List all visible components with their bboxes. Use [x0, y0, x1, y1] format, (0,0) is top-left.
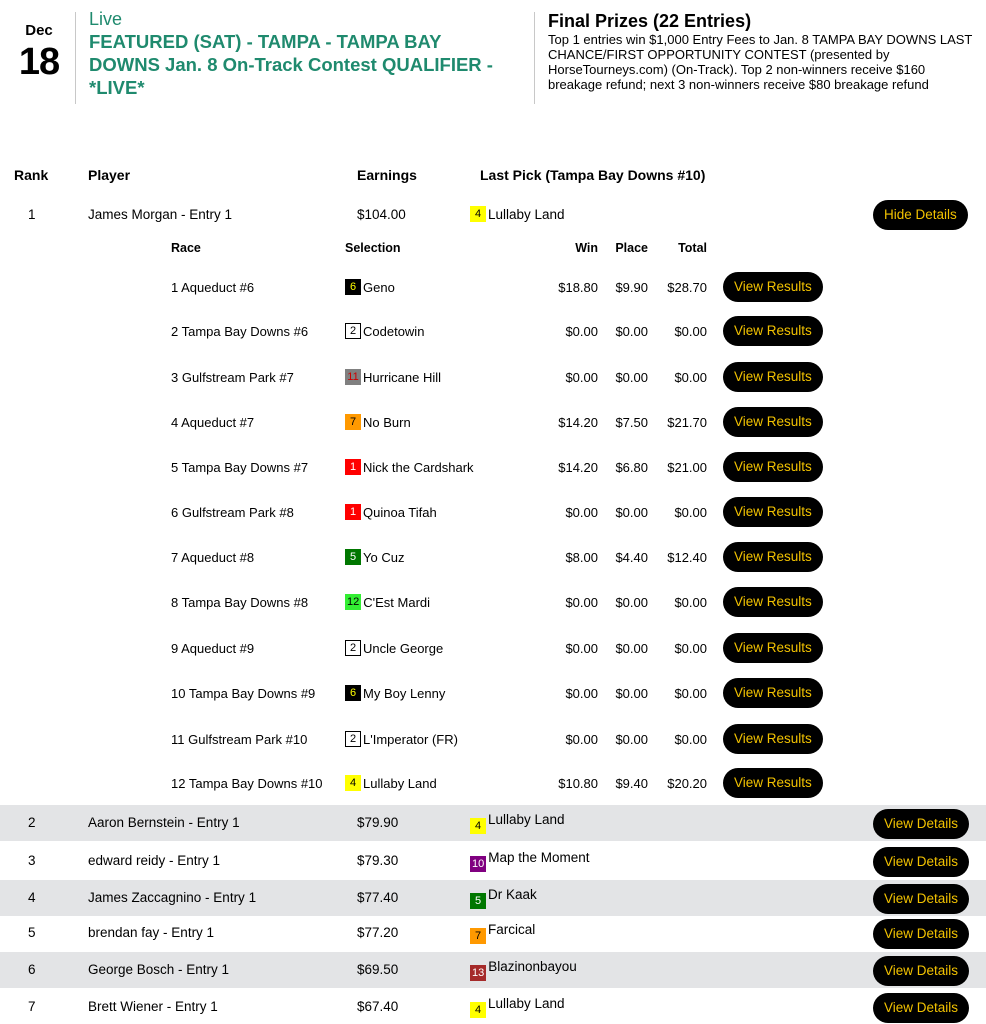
- details-header-win: Win: [575, 241, 598, 255]
- race-name: 5 Tampa Bay Downs #7: [171, 460, 309, 475]
- post-position-badge: 4: [470, 818, 486, 834]
- place-amount: $0.00: [615, 686, 648, 701]
- horse-name: Blazinonbayou: [488, 959, 577, 974]
- race-name: 12 Tampa Bay Downs #10: [171, 776, 323, 791]
- row-earnings: $69.50: [357, 962, 399, 977]
- view-results-button[interactable]: View Results: [723, 362, 823, 392]
- post-position-badge: 2: [345, 640, 361, 656]
- row-last-pick: [470, 959, 577, 981]
- place-amount: $0.00: [615, 641, 648, 656]
- column-header-player: Player: [88, 167, 131, 183]
- race-selection: [345, 775, 437, 791]
- row-rank: 7: [28, 999, 36, 1014]
- race-selection: [345, 369, 441, 385]
- details-header-race: Race: [171, 241, 201, 255]
- row-rank: 4: [28, 890, 36, 905]
- row-earnings: $79.90: [357, 815, 399, 830]
- place-amount: $0.00: [615, 370, 648, 385]
- horse-name: Hurricane Hill: [363, 369, 442, 385]
- race-selection: [345, 640, 443, 656]
- total-amount: $21.70: [667, 415, 707, 430]
- post-position-badge: 4: [345, 775, 361, 791]
- horse-name: Farcical: [488, 922, 536, 937]
- row-earnings: $104.00: [357, 207, 406, 222]
- column-header-last-pick: Last Pick (Tampa Bay Downs #10): [480, 167, 706, 183]
- place-amount: $7.50: [615, 415, 648, 430]
- view-results-button[interactable]: View Results: [723, 587, 823, 617]
- contest-title: FEATURED (SAT) - TAMPA - TAMPA BAY DOWNS Jan. 8 On-Track Contest QUALIFIER - *LIVE*: [89, 31, 493, 98]
- total-amount: $12.40: [667, 550, 707, 565]
- horse-name: Uncle George: [363, 640, 444, 656]
- row-rank: 1: [28, 207, 36, 222]
- horse-name: No Burn: [363, 414, 411, 430]
- place-amount: $4.40: [615, 550, 648, 565]
- view-results-button[interactable]: View Results: [723, 452, 823, 482]
- race-name: 9 Aqueduct #9: [171, 641, 255, 656]
- win-amount: $14.20: [558, 460, 598, 475]
- row-player: George Bosch - Entry 1: [88, 962, 230, 977]
- horse-name: Quinoa Tifah: [363, 504, 437, 520]
- prizes-panel: [548, 10, 978, 92]
- horse-name: C'Est Mardi: [363, 594, 431, 610]
- total-amount: $0.00: [674, 505, 707, 520]
- prizes-description: Top 1 entries win $1,000 Entry Fees to Jan. 8 TAMPA BAY DOWNS LAST CHANCE/FIRST OPPORTUNITY CONTEST (presented by HorseTourneys.com) (On-Track). Top 2 non-winners receive $160 breakage refund; next 3 non-winners receive $80 breakage refund: [548, 32, 973, 92]
- horse-name: Yo Cuz: [363, 549, 405, 565]
- horse-name: L'Imperator (FR): [363, 731, 458, 747]
- total-amount: $28.70: [667, 280, 707, 295]
- race-name: 7 Aqueduct #8: [171, 550, 255, 565]
- prizes-title: Final Prizes (22 Entries): [548, 11, 752, 31]
- total-amount: $21.00: [667, 460, 707, 475]
- race-name: 8 Tampa Bay Downs #8: [171, 595, 309, 610]
- win-amount: $0.00: [565, 505, 598, 520]
- win-amount: $0.00: [565, 595, 598, 610]
- row-player: Brett Wiener - Entry 1: [88, 999, 218, 1014]
- details-header-place: Place: [615, 241, 648, 255]
- place-amount: $9.40: [615, 776, 648, 791]
- contest-status: Live: [89, 9, 123, 29]
- post-position-badge: 6: [345, 685, 361, 701]
- row-player: brendan fay - Entry 1: [88, 925, 215, 940]
- view-details-button[interactable]: View Details: [873, 919, 969, 949]
- win-amount: $0.00: [565, 686, 598, 701]
- post-position-badge: 1: [345, 459, 361, 475]
- post-position-badge: 10: [472, 858, 485, 870]
- post-position-badge: 5: [470, 893, 486, 909]
- place-amount: $0.00: [615, 505, 648, 520]
- race-selection: [345, 504, 437, 520]
- row-rank: 5: [28, 925, 36, 940]
- view-results-button[interactable]: View Results: [723, 497, 823, 527]
- race-name: 1 Aqueduct #6: [171, 280, 255, 295]
- race-selection: [345, 323, 424, 339]
- race-selection: [345, 549, 404, 565]
- win-amount: $0.00: [565, 641, 598, 656]
- view-details-button[interactable]: View Details: [873, 956, 969, 986]
- view-results-button[interactable]: View Results: [723, 542, 823, 572]
- horse-name: Lullaby Land: [363, 775, 437, 791]
- place-amount: $9.90: [615, 280, 648, 295]
- horse-name: Lullaby Land: [488, 812, 565, 827]
- race-selection: [345, 594, 430, 610]
- win-amount: $14.20: [558, 415, 598, 430]
- place-amount: $0.00: [615, 595, 648, 610]
- post-position-badge: 7: [345, 414, 361, 430]
- win-amount: $10.80: [558, 776, 598, 791]
- view-results-button[interactable]: View Results: [723, 678, 823, 708]
- view-results-button[interactable]: View Results: [723, 272, 823, 302]
- view-results-button[interactable]: View Results: [723, 407, 823, 437]
- race-name: 2 Tampa Bay Downs #6: [171, 324, 309, 339]
- post-position-badge: 4: [470, 1002, 486, 1018]
- race-name: 4 Aqueduct #7: [171, 415, 255, 430]
- win-amount: $8.00: [565, 550, 598, 565]
- date-month: Dec: [25, 22, 53, 39]
- post-position-badge: 11: [345, 369, 361, 385]
- row-rank: 3: [28, 853, 36, 868]
- post-position-badge: 5: [345, 549, 361, 565]
- row-last-pick: [470, 812, 565, 834]
- horse-name: My Boy Lenny: [363, 685, 446, 701]
- horse-name: Nick the Cardshark: [363, 459, 474, 475]
- row-player: Aaron Bernstein - Entry 1: [88, 815, 240, 830]
- details-header-selection: Selection: [345, 241, 401, 255]
- win-amount: $0.00: [565, 370, 598, 385]
- horse-name: Lullaby Land: [488, 996, 565, 1011]
- column-header-earnings: Earnings: [357, 167, 417, 183]
- view-details-button[interactable]: View Details: [873, 809, 969, 839]
- horse-name: Geno: [363, 279, 395, 295]
- view-details-button[interactable]: View Details: [873, 993, 969, 1023]
- total-amount: $0.00: [674, 732, 707, 747]
- horse-name: Dr Kaak: [488, 887, 537, 902]
- race-name: 11 Gulfstream Park #10: [171, 732, 308, 747]
- view-results-button[interactable]: View Results: [723, 768, 823, 798]
- column-header-rank: Rank: [14, 167, 49, 183]
- total-amount: $0.00: [674, 324, 707, 339]
- post-position-badge: 4: [470, 206, 486, 222]
- view-results-button[interactable]: View Results: [723, 316, 823, 346]
- horse-name: Lullaby Land: [488, 206, 565, 222]
- win-amount: $18.80: [558, 280, 598, 295]
- post-position-badge: 7: [470, 928, 486, 944]
- row-earnings: $77.20: [357, 925, 399, 940]
- race-selection: [345, 279, 395, 295]
- win-amount: $0.00: [565, 324, 598, 339]
- contest-info: [89, 8, 499, 99]
- view-results-button[interactable]: View Results: [723, 633, 823, 663]
- post-position-badge: 2: [345, 731, 361, 747]
- race-name: 6 Gulfstream Park #8: [171, 505, 294, 520]
- win-amount: $0.00: [565, 732, 598, 747]
- horse-name: Map the Moment: [488, 850, 590, 865]
- event-date: [14, 20, 64, 82]
- row-last-pick: [470, 887, 537, 909]
- race-name: 3 Gulfstream Park #7: [171, 370, 294, 385]
- row-rank: 6: [28, 962, 36, 977]
- race-name: 10 Tampa Bay Downs #9: [171, 686, 316, 701]
- header-divider: [534, 12, 535, 104]
- header-divider: [75, 12, 76, 104]
- row-last-pick: [470, 996, 565, 1018]
- total-amount: $0.00: [674, 595, 707, 610]
- view-details-button[interactable]: View Details: [873, 847, 969, 877]
- row-player: James Zaccagnino - Entry 1: [88, 890, 257, 905]
- race-selection: [345, 685, 445, 701]
- row-player: edward reidy - Entry 1: [88, 853, 221, 868]
- row-earnings: $67.40: [357, 999, 399, 1014]
- post-position-badge: 2: [345, 323, 361, 339]
- post-position-badge: 12: [347, 596, 360, 608]
- hide-details-button[interactable]: Hide Details: [873, 200, 968, 230]
- row-last-pick: [470, 850, 590, 872]
- view-details-button[interactable]: View Details: [873, 884, 969, 914]
- post-position-badge: 13: [472, 967, 485, 979]
- details-header-total: Total: [678, 241, 707, 255]
- row-last-pick: [470, 922, 535, 944]
- row-earnings: $77.40: [357, 890, 399, 905]
- place-amount: $0.00: [615, 324, 648, 339]
- place-amount: $0.00: [615, 732, 648, 747]
- total-amount: $20.20: [667, 776, 707, 791]
- row-last-pick: [470, 206, 565, 222]
- view-results-button[interactable]: View Results: [723, 724, 823, 754]
- row-player: James Morgan - Entry 1: [88, 207, 233, 222]
- horse-name: Codetowin: [363, 323, 425, 339]
- post-position-badge: 1: [345, 504, 361, 520]
- date-day: 18: [18, 41, 60, 83]
- race-selection: [345, 731, 458, 747]
- race-selection: [345, 414, 411, 430]
- total-amount: $0.00: [674, 686, 707, 701]
- place-amount: $6.80: [615, 460, 648, 475]
- post-position-badge: 6: [345, 279, 361, 295]
- row-earnings: $79.30: [357, 853, 399, 868]
- total-amount: $0.00: [674, 641, 707, 656]
- row-rank: 2: [28, 815, 36, 830]
- total-amount: $0.00: [674, 370, 707, 385]
- race-selection: [345, 459, 474, 475]
